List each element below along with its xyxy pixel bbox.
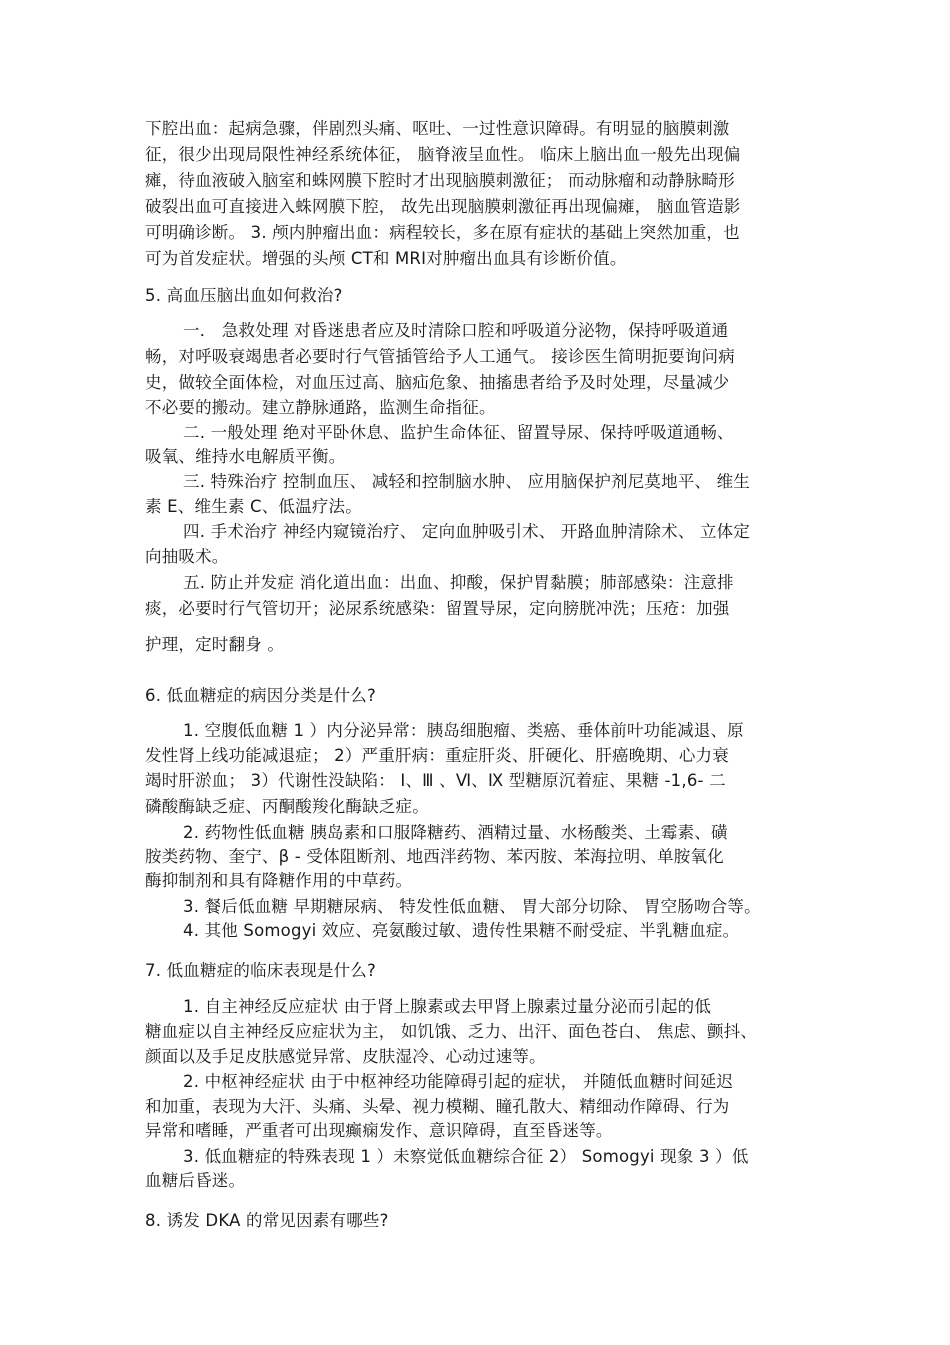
text-line: 酶抑制剂和具有降糖作用的中草药。 (145, 871, 413, 890)
section-heading: 8. 诱发 DKA 的常见因素有哪些? (145, 1211, 389, 1230)
section-heading: 6. 低血糖症的病因分类是什么? (145, 686, 376, 705)
text-line: 一． 急救处理 对昏迷患者应及时清除口腔和呼吸道分泌物，保持呼吸道通 (183, 321, 729, 340)
text-line: 糖血症以自主神经反应症状为主， 如饥饿、乏力、出汗、面色苍白、 焦虑、颤抖、 (145, 1022, 758, 1041)
section-heading: 7. 低血糖症的临床表现是什么? (145, 961, 376, 980)
text-line: 血糖后昏迷。 (145, 1171, 246, 1190)
text-line: 五. 防止并发症 消化道出血：出血、抑酸，保护胃黏膜；肺部感染：注意排 (183, 573, 734, 592)
text-line: 2. 中枢神经症状 由于中枢神经功能障碍引起的症状， 并随低血糖时间延迟 (183, 1072, 734, 1091)
text-line: 可明确诊断。 3. 颅内肿瘤出血：病程较长，多在原有症状的基础上突然加重，也 (145, 223, 740, 242)
text-line: 异常和嗜睡，严重者可出现癫痫发作、意识障碍，直至昏迷等。 (145, 1121, 613, 1140)
text-line: 畅，对呼吸衰竭患者必要时行气管插管给予人工通气。 接诊医生简明扼要询问病 (145, 347, 735, 366)
text-line: 史，做较全面体检，对血压过高、脑疝危象、抽搐患者给予及时处理，尽量减少 (145, 373, 730, 392)
text-line: 发性肾上线功能减退症； 2）严重肝病：重症肝炎、肝硬化、肝癌晚期、心力衰 (145, 746, 729, 765)
text-line: 4. 其他 Somogyi 效应、亮氨酸过敏、遗传性果糖不耐受症、半乳糖血症。 (183, 921, 740, 940)
text-line: 护理，定时翻身 。 (145, 635, 285, 654)
text-line: 不必要的搬动。建立静脉通路，监测生命指征。 (145, 398, 496, 417)
text-line: 1. 自主神经反应症状 由于肾上腺素或去甲肾上腺素过量分泌而引起的低 (183, 997, 712, 1016)
text-line: 磷酸酶缺乏症、丙酮酸羧化酶缺乏症。 (145, 797, 429, 816)
text-line: 下腔出血：起病急骤，伴剧烈头痛、呕吐、一过性意识障碍。有明显的脑膜刺激 (145, 119, 730, 138)
text-line: 胺类药物、奎宁、β - 受体阻断剂、地西泮药物、苯丙胺、苯海拉明、单胺氧化 (145, 847, 724, 866)
text-line: 痰，必要时行气管切开；泌尿系统感染：留置导尿，定向膀胱冲洗；压疮：加强 (145, 599, 730, 618)
text-line: 竭时肝淤血； 3）代谢性没缺陷： Ⅰ、Ⅲ 、Ⅵ、Ⅸ 型糖原沉着症、果糖 -1,6- 二 (145, 771, 726, 790)
text-line: 3. 低血糖症的特殊表现 1 ）未察觉低血糖综合征 2） Somogyi 现象 3 ）低 (183, 1147, 749, 1166)
text-line: 三. 特殊治疗 控制血压、 减轻和控制脑水肿、 应用脑保护剂尼莫地平、 维生 (183, 472, 751, 491)
text-line: 1. 空腹低血糖 1 ）内分泌异常：胰岛细胞瘤、类癌、垂体前叶功能减退、原 (183, 721, 744, 740)
text-line: 瘫，待血液破入脑室和蛛网膜下腔时才出现脑膜刺激征； 而动脉瘤和动静脉畸形 (145, 171, 735, 190)
text-line: 四. 手术治疗 神经内窥镜治疗、 定向血肿吸引术、 开路血肿清除术、 立体定 (183, 522, 751, 541)
text-line: 二. 一般处理 绝对平卧休息、监护生命体征、留置导尿、保持呼吸道通畅、 (183, 423, 734, 442)
text-line: 2. 药物性低血糖 胰岛素和口服降糖药、酒精过量、水杨酸类、土霉素、磺 (183, 823, 728, 842)
text-line: 可为首发症状。增强的头颅 CT和 MRI对肿瘤出血具有诊断价值。 (145, 249, 627, 268)
section-heading: 5. 高血压脑出血如何救治? (145, 286, 343, 305)
text-line: 破裂出血可直接进入蛛网膜下腔， 故先出现脑膜刺激征再出现偏瘫， 脑血管造影 (145, 197, 741, 216)
text-line: 素 E、维生素 C、低温疗法。 (145, 497, 362, 516)
text-line: 3. 餐后低血糖 早期糖尿病、 特发性低血糖、 胃大部分切除、 胃空肠吻合等。 (183, 897, 761, 916)
text-line: 和加重，表现为大汗、头痛、头晕、视力模糊、瞳孔散大、精细动作障碍、行为 (145, 1097, 730, 1116)
text-line: 颜面以及手足皮肤感觉异常、皮肤湿冷、心动过速等。 (145, 1047, 546, 1066)
text-line: 吸氧、维持水电解质平衡。 (145, 447, 346, 466)
text-line: 向抽吸术。 (145, 547, 229, 566)
text-line: 征，很少出现局限性神经系统体征， 脑脊液呈血性。 临床上脑出血一般先出现偏 (145, 145, 741, 164)
